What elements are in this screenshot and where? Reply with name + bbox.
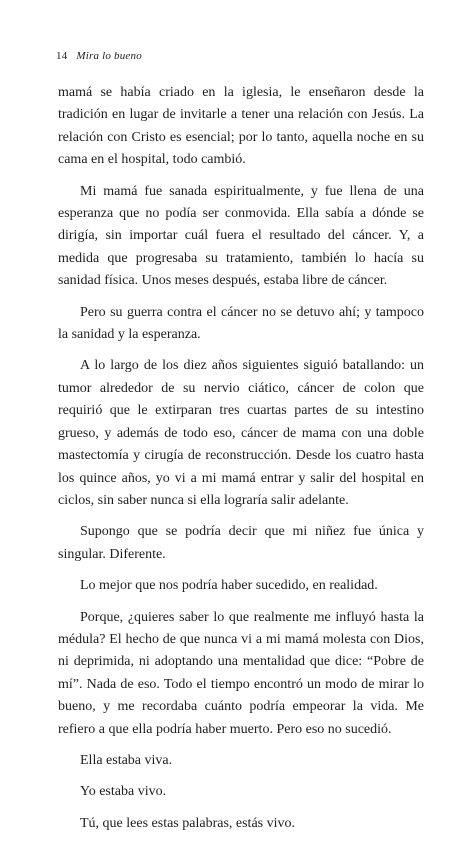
paragraph: Mi mamá fue sanada espiritualmente, y fue llena de una esperanza que no podía ser conmovida. Ella sabía a dónde se dirigía, sin importar cuál fuera el resultado del cáncer. Y, a medida que progresaba su tratamiento, también lo hacía su sanidad física. Unos meses después, estaba libre de cáncer. bbox=[58, 183, 424, 289]
paragraph: Yo estaba vivo. bbox=[80, 784, 167, 800]
paragraph: mamá se había criado en la iglesia, le enseñaron desde la tradición en lugar de invitarle a tener una relación con Jesús. La relación con Cristo es esencial; por lo tanto, aquella noche en su cama en el hospital, todo cambió. bbox=[58, 85, 424, 168]
body-text bbox=[58, 82, 424, 844]
running-title: Mira lo bueno bbox=[76, 50, 142, 62]
paragraph: Pero su guerra contra el cáncer no se detuvo ahí; y tampoco la sanidad y la esperanza. bbox=[58, 304, 424, 343]
page-number: 14 bbox=[56, 50, 68, 62]
paragraph: Lo mejor que nos podría haber sucedido, en realidad. bbox=[80, 578, 378, 594]
paragraph: Porque, ¿quieres saber lo que realmente me influyó hasta la médula? El hecho de que nunca vi a mi mamá molesta con Dios, ni deprimida, ni adoptando una mentalidad que dice: “Pobre de mí”. Nada de eso. Todo el tiempo encontró un modo de mirar lo bueno, y me recordaba cuánto podría empeorar la vida. Me refiero a que ella podría haber muerto. Pero eso no sucedió. bbox=[58, 609, 424, 737]
paragraph: Supongo que se podría decir que mi niñez fue única y singular. Diferente. bbox=[58, 524, 424, 562]
running-header bbox=[56, 50, 142, 62]
paragraph: Tú, que lees estas palabras, estás vivo. bbox=[80, 815, 295, 831]
paragraph: Ella estaba viva. bbox=[80, 752, 173, 768]
paragraph: A lo largo de los diez años siguientes siguió batallando: un tumor alrededor de su nervio ciático, cáncer de colon que requirió que le extirparan tres cuartas partes de su intestino grueso, y además de todo eso, cáncer de mama con una doble mastectomía y cirugía de reconstrucción. Desde los cuatro hasta los quince años, yo vi a mi mamá entrar y salir del hospital en ciclos, sin saber nunca si ella lograría salir adelante. bbox=[58, 358, 424, 508]
